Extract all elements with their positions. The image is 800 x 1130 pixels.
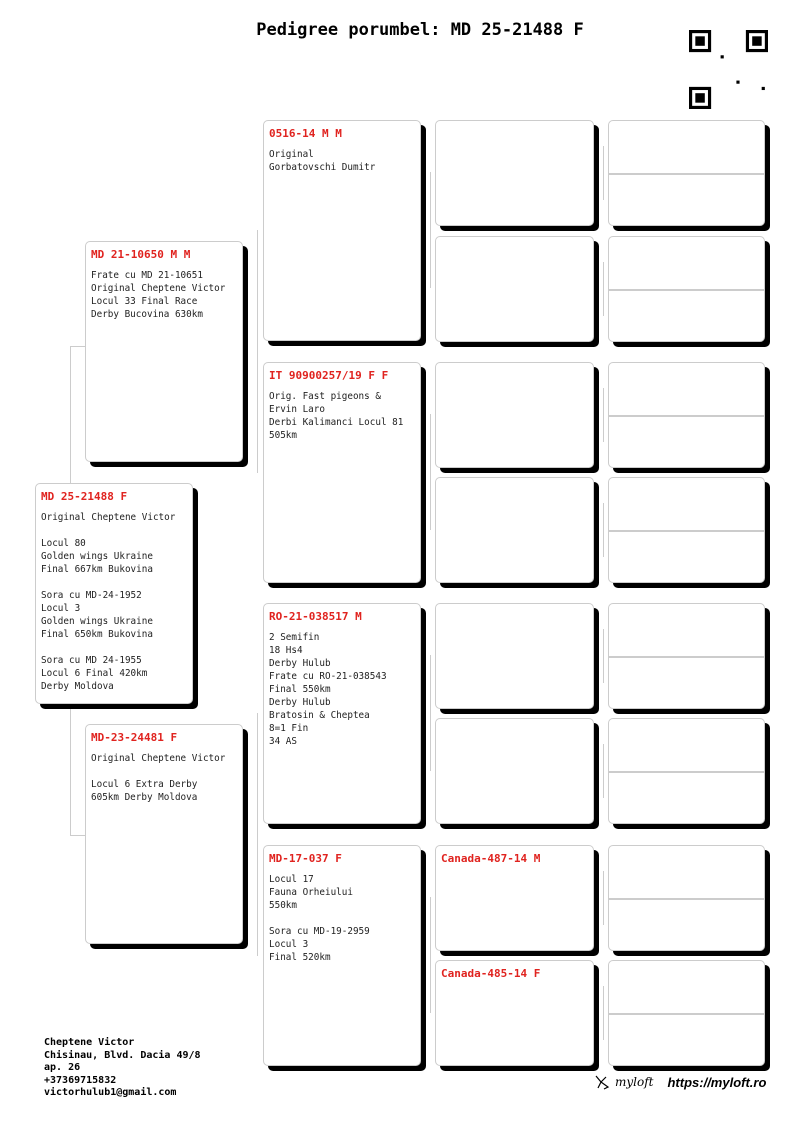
connector [603, 388, 604, 442]
connector [430, 897, 431, 1013]
connector [603, 744, 604, 798]
ring-number: Canada-485-14 F [441, 967, 541, 980]
pigeon-info: Original Gorbatovschi Dumitr [269, 149, 376, 173]
gen4-card[interactable] [435, 477, 594, 583]
owner-phone: +37369715832 [44, 1074, 117, 1086]
owner-contact [44, 1037, 201, 1100]
ring-number: MD-23-24481 F [91, 731, 178, 744]
ring-number: IT 90900257/19 F F [269, 369, 389, 382]
connector [603, 146, 604, 200]
gen4-card[interactable] [435, 603, 594, 709]
connector [430, 172, 431, 288]
sire-card[interactable] [85, 241, 243, 462]
connector [430, 655, 431, 771]
connector [603, 503, 604, 557]
gen4-card[interactable] [435, 960, 594, 1066]
gen5-card-pair[interactable] [608, 718, 765, 824]
owner-name: Cheptene Victor [44, 1037, 135, 1048]
connector [70, 346, 85, 347]
divider [609, 1013, 764, 1015]
website-link[interactable]: https://myloft.ro [667, 1074, 767, 1090]
gen4-card[interactable] [435, 845, 594, 951]
dam-card[interactable] [85, 724, 243, 944]
gen4-card[interactable] [435, 120, 594, 226]
connector [430, 414, 431, 530]
connector [257, 230, 258, 473]
pigeon-info: Original Cheptene Victor Locul 80 Golden wings Ukraine Final 667km Bukovina Sora cu MD-24-1952 Locul 3 Golden wings Ukraine Final 650km Bukovina Sora cu MD 24-1955 Locul 6 Final 420km Derby Moldova [41, 512, 176, 692]
gen5-card-pair[interactable] [608, 477, 765, 583]
ring-number: MD-17-037 F [269, 852, 342, 865]
pigeon-info: Frate cu MD 21-10651 Original Cheptene Victor Locul 33 Final Race Derby Bucovina 630km [91, 270, 226, 320]
connector [603, 262, 604, 316]
divider [609, 415, 764, 417]
ring-number: MD 25-21488 F [41, 490, 128, 503]
divider [609, 530, 764, 532]
divider [609, 289, 764, 291]
owner-address: Chisinau, Blvd. Dacia 49/8 ap. 26 [44, 1049, 201, 1073]
pigeon-info: Locul 17 Fauna Orheiului 550km Sora cu MD-19-2959 Locul 3 Final 520km [269, 874, 370, 963]
gen3-card[interactable] [263, 120, 421, 341]
gen4-card[interactable] [435, 236, 594, 342]
qr-code [689, 30, 768, 109]
gen5-card-pair[interactable] [608, 236, 765, 342]
divider [609, 771, 764, 773]
gen5-card-pair[interactable] [608, 845, 765, 951]
pigeon-info: Original Cheptene Victor Locul 6 Extra Derby 605km Derby Moldova [91, 753, 226, 803]
gen3-card[interactable] [263, 362, 421, 583]
gen3-card[interactable] [263, 603, 421, 824]
divider [609, 656, 764, 658]
gen4-card[interactable] [435, 362, 594, 468]
divider [609, 898, 764, 900]
owner-email: victorhulub1@gmail.com [44, 1087, 177, 1098]
gen5-card-pair[interactable] [608, 960, 765, 1066]
brand [594, 1073, 766, 1091]
page-title: Pedigree porumbel: MD 25-21488 F [256, 20, 584, 40]
gen5-card-pair[interactable] [608, 603, 765, 709]
connector [603, 871, 604, 925]
gen5-card-pair[interactable] [608, 120, 765, 226]
ring-number: Canada-487-14 M [441, 852, 541, 865]
connector [603, 629, 604, 683]
pigeon-info: Orig. Fast pigeons & Ervin Laro Derbi Kalimanci Locul 81 505km [269, 391, 404, 441]
myloft-logo: myloft [594, 1073, 653, 1091]
ring-number: MD 21-10650 M M [91, 248, 191, 261]
ring-number: 0516-14 M M [269, 127, 342, 140]
gen5-card-pair[interactable] [608, 362, 765, 468]
ring-number: RO-21-038517 M [269, 610, 362, 623]
gen3-card[interactable] [263, 845, 421, 1066]
pigeon-info: 2 Semifin 18 Hs4 Derby Hulub Frate cu RO-21-038543 Final 550km Derby Hulub Bratosin & Cheptea 8=1 Fin 34 AS [269, 632, 387, 747]
subject-card[interactable] [35, 483, 193, 704]
gen4-card[interactable] [435, 718, 594, 824]
bird-icon [594, 1073, 612, 1091]
connector [603, 986, 604, 1040]
connector [70, 835, 85, 836]
connector [257, 713, 258, 956]
divider [609, 173, 764, 175]
